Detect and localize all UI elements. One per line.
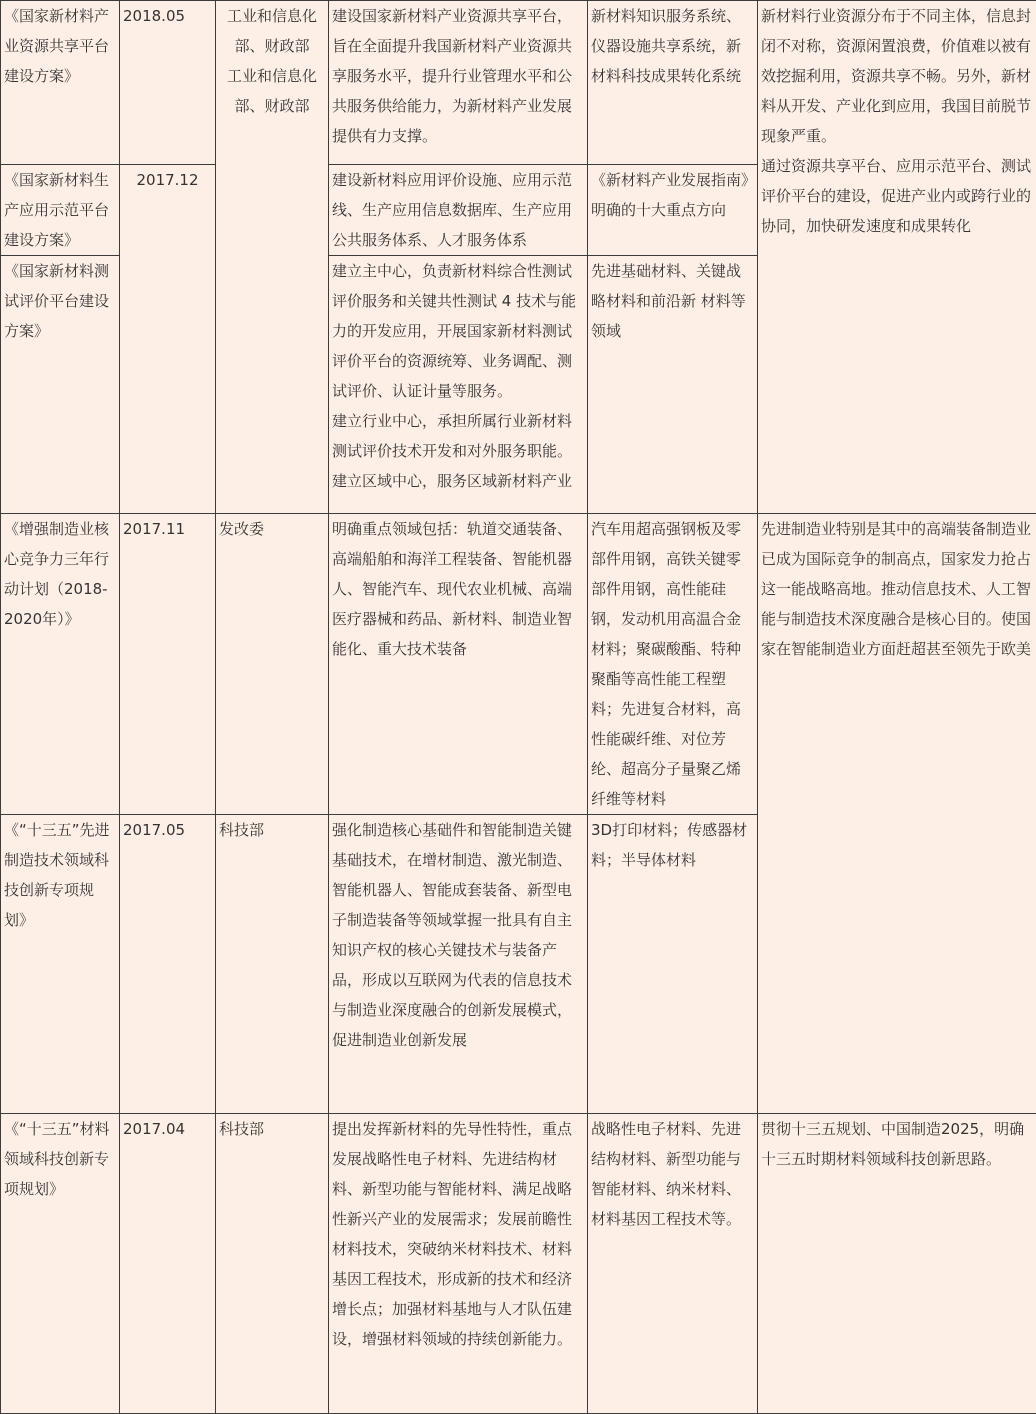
content-cell [329,1,588,165]
background-text: 先进制造业特别是其中的高端装备制造业已成为国际竞争的制高点，国家发力抢占这一能战略高地。推动信息技术、人工智能与制造技术深度融合是核心目的。使国家在智能制造业方面赶超甚至领先于欧美 [761,514,1033,664]
content-cell [329,165,588,256]
focus-cell: 3D打印材料；传感器材料；半导体材料 [588,815,758,1114]
focus-cell: 汽车用超高强钢板及零部件用钢，高铁关键零部件用钢，高性能硅钢，发动机用高温合金材料；聚碳酸酯、特种聚酯等高性能工程塑料；先进复合材料，高性能碳纤维、对位芳纶、超高分子量聚乙烯纤维等材料 [588,514,758,815]
background-cell [758,1114,1036,1414]
focus-cell: 新材料知识服务系统、仪器设施共享系统，新材料科技成果转化系统 [588,1,758,165]
date-cell: 2018.05 [120,1,216,165]
background-cell [758,1,1036,514]
date-cell: 2017.05 [120,815,216,1114]
content-cell [329,1114,588,1414]
content-text: 强化制造核心基础件和智能制造关键基础技术，在增材制造、激光制造、智能机器人、智能成套装备、新型电子制造装备等领域掌握一批具有自主知识产权的核心关键技术与装备产品，形成以互联网为代表的信息技术与制造业深度融合的创新发展模式，促进制造业创新发展 [332,815,584,1055]
policy-name-cell: 《国家新材料生产应用示范平台建设方案》 [1,165,120,256]
content-text: 明确重点领域包括：轨道交通装备、高端船舶和海洋工程装备、智能机器人、智能汽车、现代农业机械、高端医疗器械和药品、新材料、制造业智能化、重大技术装备 [332,514,584,664]
focus-cell: 《新材料产业发展指南》明确的十大重点方向 [588,165,758,256]
department-text: 科技部 [219,1114,325,1144]
policy-name-cell: 《增强制造业核心竞争力三年行动计划（2018-2020年）》 [1,514,120,815]
date-cell: 2017.04 [120,1114,216,1414]
background-cell [758,514,1036,1114]
department-text: 工业和信息化部、财政部 [219,61,325,121]
background-text: 通过资源共享平台、应用示范平台、测试评价平台的建设，促进产业内或跨行业的协同，加快研发速度和成果转化 [761,151,1033,241]
focus-cell: 战略性电子材料、先进结构材料、新型功能与智能材料、纳米材料、材料基因工程技术等。 [588,1114,758,1414]
content-text: 建设新材料应用评价设施、应用示范线、生产应用信息数据库、生产应用公共服务体系、人才服务体系 [332,165,584,255]
date-cell: 2017.12 [120,165,216,514]
policy-name-cell: 《国家新材料产业资源共享平台建设方案》 [1,1,120,165]
content-cell [329,256,588,514]
department-cell [216,1114,329,1414]
content-text: 建立主中心，负责新材料综合性测试评价服务和关键共性测试 4 技术与能力的开发应用，开展国家新材料测试评价平台的资源统筹、业务调配、测试评价、认证计量等服务。 [332,256,584,406]
content-cell [329,815,588,1114]
background-text: 贯彻十三五规划、中国制造2025，明确十三五时期材料领域科技创新思路。 [761,1114,1033,1174]
content-text: 建设国家新材料产业资源共享平台，旨在全面提升我国新材料产业资源共享服务水平，提升行业管理水平和公共服务供给能力，为新材料产业发展提供有力支撑。 [332,1,584,151]
department-cell [216,1,329,514]
table-row [1,1,1036,165]
department-text: 科技部 [219,815,325,845]
department-cell [216,514,329,815]
policy-name-cell: 《“十三五”材料领域科技创新专项规划》 [1,1114,120,1414]
department-text: 发改委 [219,514,325,544]
table-row [1,1114,1036,1414]
date-cell: 2017.11 [120,514,216,815]
content-cell [329,514,588,815]
policy-name-cell: 《“十三五”先进制造技术领域科技创新专项规划》 [1,815,120,1114]
policy-name-cell: 《国家新材料测试评价平台建设方案》 [1,256,120,514]
department-text: 工业和信息化部、财政部 [219,1,325,61]
table-row [1,514,1036,815]
content-text: 提出发挥新材料的先导性特性，重点发展战略性电子材料、先进结构材料、新型功能与智能材料、满足战略性新兴产业的发展需求；发展前瞻性材料技术，突破纳米材料技术、材料基因工程技术，形成新的技术和经济增长点；加强材料基地与人才队伍建设，增强材料领域的持续创新能力。 [332,1114,584,1354]
department-cell [216,815,329,1114]
content-text: 建立行业中心，承担所属行业新材料测试评价技术开发和对外服务职能。 [332,406,584,466]
background-text: 新材料行业资源分布于不同主体，信息封闭不对称，资源闲置浪费，价值难以被有效挖掘利用，资源共享不畅。另外，新材料从开发、产业化到应用，我国目前脱节现象严重。 [761,1,1033,151]
content-text: 建立区域中心，服务区域新材料产业 [332,466,584,496]
focus-cell: 先进基础材料、关键战略材料和前沿新 材料等领域 [588,256,758,514]
